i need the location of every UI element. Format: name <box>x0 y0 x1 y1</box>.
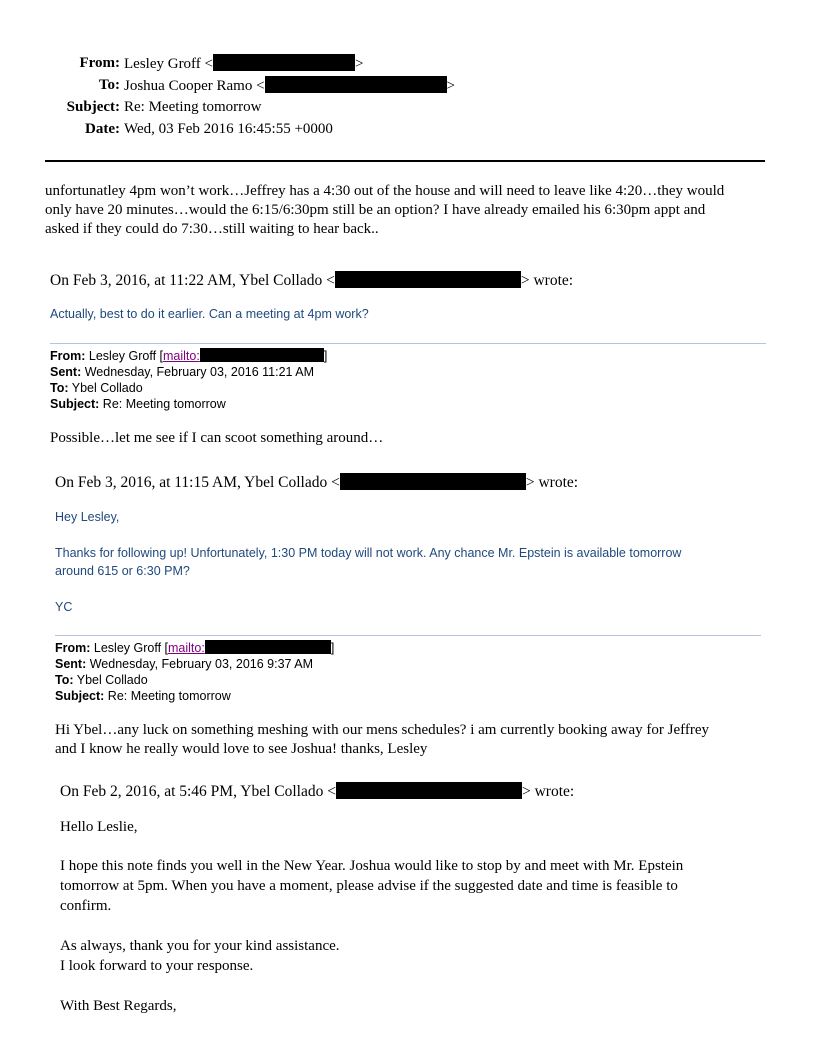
fwd-from-close: ] <box>323 349 328 363</box>
fwd-from-value: Lesley Groff [ <box>93 641 169 655</box>
redaction-bar <box>335 271 521 288</box>
to-close: > <box>446 78 455 94</box>
fwd-subject-value: Re: Meeting tomorrow <box>107 689 231 703</box>
quote-greeting: Hello Leslie, <box>60 819 138 835</box>
date-value: Wed, 03 Feb 2016 16:45:55 +0000 <box>124 121 333 137</box>
fwd-sent-value: Wednesday, February 03, 2016 11:21 AM <box>84 365 315 379</box>
quote-intro-end: > wrote: <box>525 474 579 491</box>
forward-header <box>55 640 334 704</box>
quote-divider <box>50 343 766 344</box>
quote-closing: With Best Regards, <box>60 998 177 1014</box>
reply-text: Possible…let me see if I can scoot something around… <box>50 430 384 446</box>
quote-body-line: I hope this note finds you well in the New Year. Joshua would like to stop by and meet with Mr. Epstein <box>60 858 684 874</box>
header-date-row <box>0 120 816 138</box>
header-subject-row <box>0 98 816 116</box>
from-value: Lesley Groff < <box>124 56 213 72</box>
top-message-line: unfortunatley 4pm won’t work…Jeffrey has a 4:30 out of the house and will need to leave like 4:20…they would <box>45 183 725 199</box>
quote-divider <box>55 635 761 636</box>
fwd-to-row <box>55 672 334 688</box>
redaction-bar <box>200 348 324 362</box>
fwd-to-row <box>50 380 327 396</box>
fwd-sent-row <box>50 364 327 380</box>
fwd-from-row <box>50 348 327 364</box>
quote-intro-text: On Feb 3, 2016, at 11:15 AM, Ybel Collado < <box>55 474 340 491</box>
redaction-bar <box>340 473 526 490</box>
to-label: To: <box>98 77 120 93</box>
fwd-subject-value: Re: Meeting tomorrow <box>102 397 226 411</box>
to-value-wrap <box>124 76 455 95</box>
fwd-from-row <box>55 640 334 656</box>
fwd-sent-label: Sent: <box>55 657 87 671</box>
quote-greeting: Hey Lesley, <box>55 510 120 524</box>
fwd-to-label: To: <box>55 673 74 687</box>
forward-header <box>50 348 327 412</box>
header-to-row <box>0 76 816 94</box>
fwd-from-value: Lesley Groff [ <box>88 349 164 363</box>
fwd-to-value: Ybel Collado <box>76 673 148 687</box>
quote-intro <box>55 473 578 492</box>
quote-body: Actually, best to do it earlier. Can a meeting at 4pm work? <box>50 307 369 321</box>
quote-intro <box>50 271 573 290</box>
fwd-subject-label: Subject: <box>55 689 105 703</box>
fwd-sent-label: Sent: <box>50 365 82 379</box>
quote-intro-text: On Feb 2, 2016, at 5:46 PM, Ybel Collado < <box>60 783 336 800</box>
fwd-subject-label: Subject: <box>50 397 100 411</box>
redaction-bar <box>205 640 331 654</box>
date-label: Date: <box>85 121 120 137</box>
reply-text-line: Hi Ybel…any luck on something meshing with our mens schedules? i am currently booking away for Jeffrey <box>55 722 710 738</box>
fwd-from-label: From: <box>55 641 91 655</box>
mailto-link[interactable]: mailto: <box>163 349 200 363</box>
header-from-row <box>0 54 816 72</box>
quote-body-line: confirm. <box>60 898 112 914</box>
redaction-bar <box>265 76 447 93</box>
quote-signature: YC <box>55 600 73 614</box>
redaction-bar <box>336 782 522 799</box>
to-value: Joshua Cooper Ramo < <box>124 78 265 94</box>
fwd-sent-row <box>55 656 334 672</box>
top-message-line: only have 20 minutes…would the 6:15/6:30pm still be an option? I have already emailed his 6:30pm appt and <box>45 202 706 218</box>
fwd-sent-value: Wednesday, February 03, 2016 9:37 AM <box>89 657 314 671</box>
fwd-subject-row <box>50 396 327 412</box>
subject-label: Subject: <box>66 99 120 115</box>
quote-body-line: tomorrow at 5pm. When you have a moment, please advise if the suggested date and time is feasible to <box>60 878 678 894</box>
top-message-line: asked if they could do 7:30…still waiting to hear back.. <box>45 221 379 237</box>
fwd-from-label: From: <box>50 349 86 363</box>
header-divider <box>45 160 765 162</box>
subject-value: Re: Meeting tomorrow <box>124 99 262 115</box>
quote-intro-end: > wrote: <box>521 783 575 800</box>
fwd-to-label: To: <box>50 381 69 395</box>
redaction-bar <box>213 54 355 71</box>
quote-body-line: around 615 or 6:30 PM? <box>55 564 190 578</box>
mailto-link[interactable]: mailto: <box>168 641 205 655</box>
quote-body-line: As always, thank you for your kind assistance. <box>60 938 340 954</box>
fwd-subject-row <box>55 688 334 704</box>
quote-intro-end: > wrote: <box>520 272 574 289</box>
quote-intro-text: On Feb 3, 2016, at 11:22 AM, Ybel Collado < <box>50 272 335 289</box>
from-label: From: <box>79 55 120 71</box>
quote-intro <box>60 782 574 801</box>
fwd-to-value: Ybel Collado <box>71 381 143 395</box>
from-value-wrap <box>124 54 363 73</box>
from-close: > <box>355 56 364 72</box>
fwd-from-close: ] <box>330 641 335 655</box>
reply-text-line: and I know he really would love to see Joshua! thanks, Lesley <box>55 741 428 757</box>
quote-body-line: Thanks for following up! Unfortunately, 1:30 PM today will not work. Any chance Mr. Epstein is available tomorrow <box>55 546 682 560</box>
quote-body-line: I look forward to your response. <box>60 958 254 974</box>
